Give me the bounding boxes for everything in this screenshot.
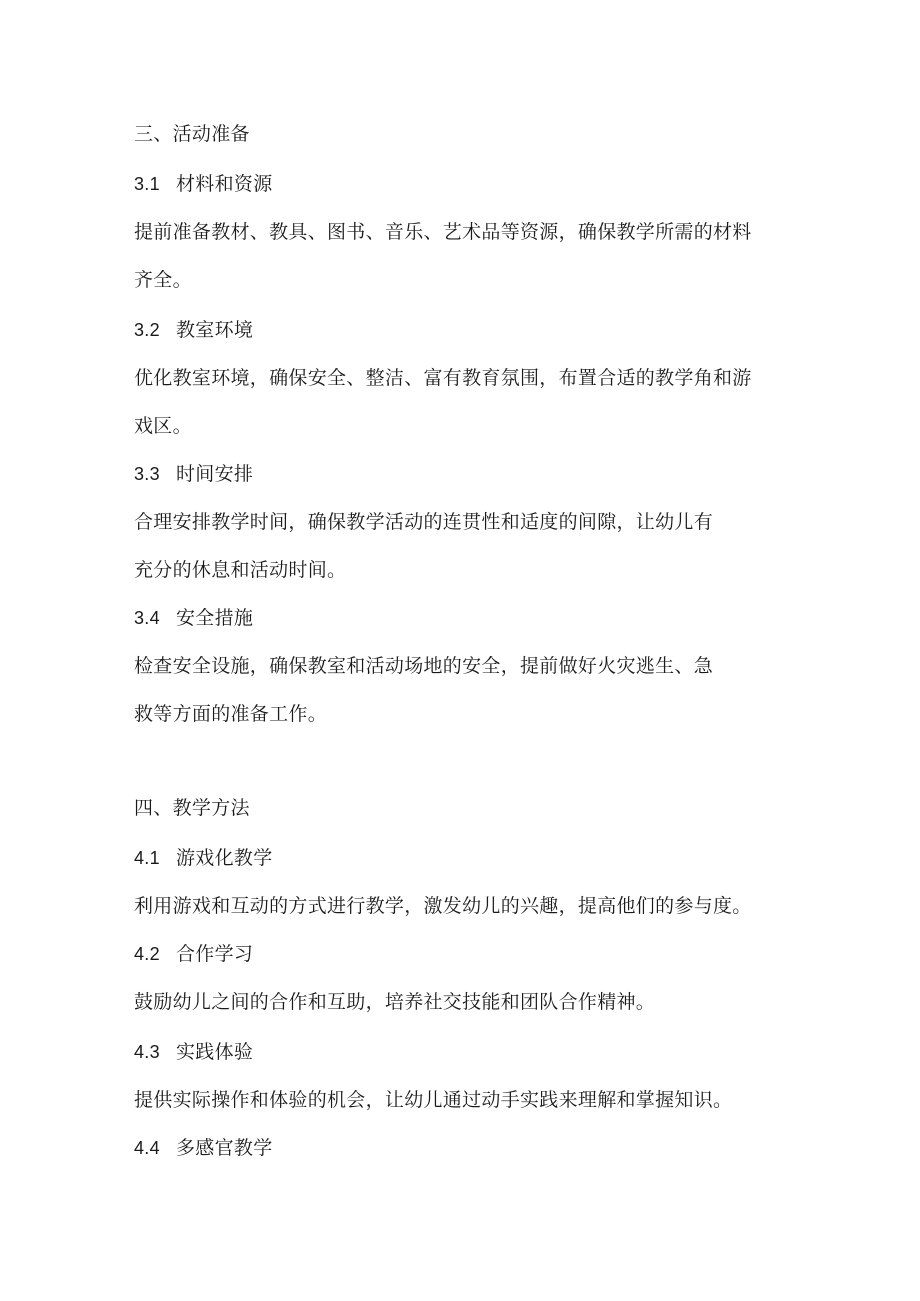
subsection-number: 4.2 (134, 944, 160, 964)
paragraph-line: 救等方面的准备工作。 (134, 703, 328, 725)
subsection-title: 合作学习 (176, 943, 254, 965)
subsection-heading (134, 606, 253, 630)
subsection-number: 4.4 (134, 1138, 160, 1158)
subsection-heading (134, 942, 253, 966)
subsection-heading (134, 1040, 253, 1064)
section-heading: 四、教学方法 (134, 797, 250, 819)
paragraph-line: 齐全。 (134, 269, 192, 291)
subsection-heading (134, 318, 253, 342)
subsection-title: 游戏化教学 (176, 847, 273, 869)
subsection-heading (134, 1136, 273, 1160)
subsection-heading (134, 462, 253, 486)
subsection-number: 3.1 (134, 174, 160, 194)
subsection-heading (134, 846, 273, 870)
paragraph-line: 充分的休息和活动时间。 (134, 559, 347, 581)
subsection-title: 教室环境 (176, 319, 254, 341)
subsection-number: 3.2 (134, 320, 160, 340)
subsection-title: 实践体验 (176, 1041, 254, 1063)
paragraph-line: 检查安全设施，确保教室和活动场地的安全，提前做好火灾逃生、急 (134, 655, 714, 677)
paragraph-line: 戏区。 (134, 415, 192, 437)
subsection-heading (134, 172, 273, 196)
subsection-number: 4.3 (134, 1042, 160, 1062)
subsection-number: 4.1 (134, 848, 160, 868)
subsection-title: 多感官教学 (176, 1137, 273, 1159)
subsection-number: 3.3 (134, 464, 160, 484)
paragraph-line: 提前准备教材、教具、图书、音乐、艺术品等资源，确保教学所需的材料 (134, 221, 752, 243)
subsection-title: 安全措施 (176, 607, 254, 629)
paragraph-line: 合理安排教学时间，确保教学活动的连贯性和适度的间隙，让幼儿有 (134, 511, 714, 533)
subsection-title: 材料和资源 (176, 173, 273, 195)
paragraph-line: 提供实际操作和体验的机会，让幼儿通过动手实践来理解和掌握知识。 (134, 1089, 733, 1111)
section-heading: 三、活动准备 (134, 123, 250, 145)
paragraph-line: 鼓励幼儿之间的合作和互助，培养社交技能和团队合作精神。 (134, 991, 656, 1013)
paragraph-line: 优化教室环境，确保安全、整洁、富有教育氛围，布置合适的教学角和游 (134, 367, 752, 389)
subsection-number: 3.4 (134, 608, 160, 628)
paragraph-line: 利用游戏和互动的方式进行教学，激发幼儿的兴趣，提高他们的参与度。 (134, 895, 752, 917)
subsection-title: 时间安排 (176, 463, 254, 485)
